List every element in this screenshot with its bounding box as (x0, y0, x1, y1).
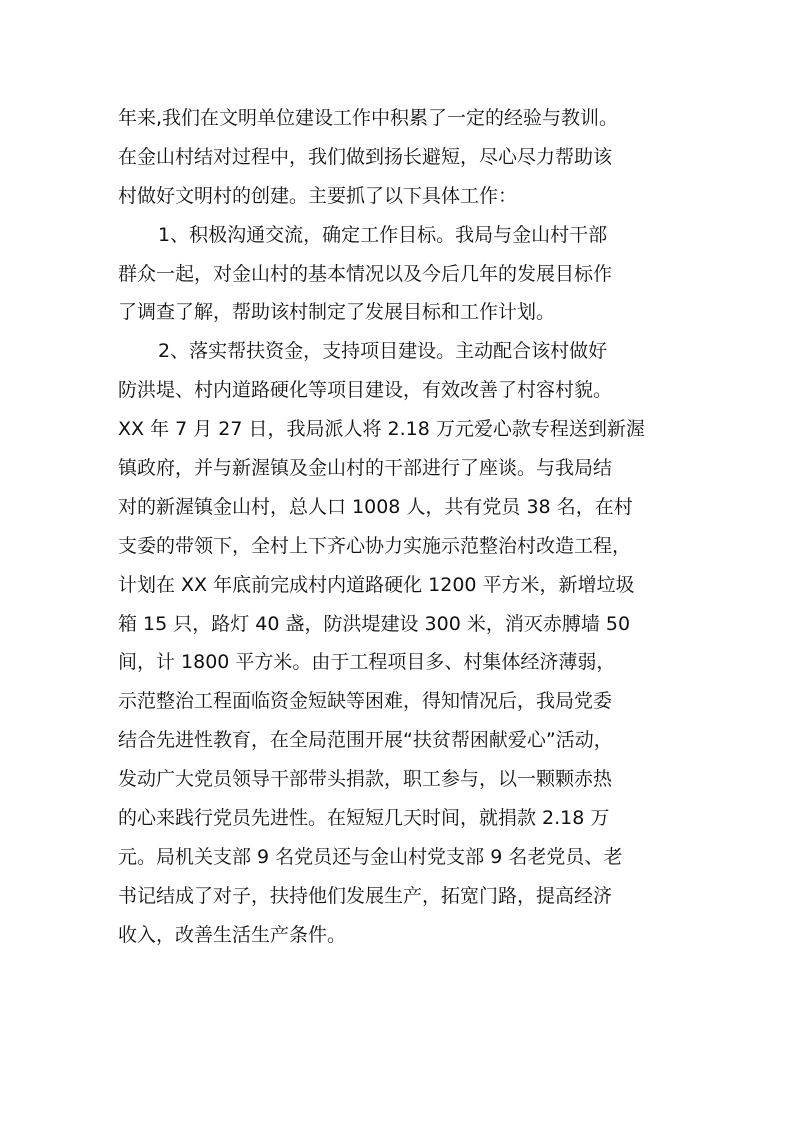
text-line: 对的新渥镇金山村，总人口 1008 人，共有党员 38 名，在村 (118, 495, 633, 518)
text-line: 村做好文明村的创建。主要抓了以下具体工作： (118, 184, 518, 207)
text-line: 在金山村结对过程中，我们做到扬长避短，尽心尽力帮助该 (118, 145, 613, 168)
text-line: 书记结成了对子，扶持他们发展生产，拓宽门路，提高经济 (118, 884, 613, 907)
text-line: XX 年 7 月 27 日，我局派人将 2.18 万元爱心款专程送到新渥 (118, 418, 645, 441)
text-line: 了调查了解，帮助该村制定了发展目标和工作计划。 (118, 301, 556, 324)
text-line: 计划在 XX 年底前完成村内道路硬化 1200 平方米，新增垃圾 (118, 573, 635, 596)
text-line: 箱 15 只，路灯 40 盏，防洪堤建设 300 米，消灭赤膊墙 50 (118, 612, 631, 635)
text-line: 防洪堤、村内道路硬化等项目建设，有效改善了村容村貌。 (118, 379, 613, 402)
text-line: 示范整治工程面临资金短缺等困难，得知情况后，我局党委 (118, 690, 613, 713)
text-line: 间，计 1800 平方米。由于工程项目多、村集体经济薄弱， (118, 651, 616, 674)
text-line: 支委的带领下，全村上下齐心协力实施示范整治村改造工程， (118, 534, 632, 557)
text-line: 的心来践行党员先进性。在短短几天时间，就捐款 2.18 万 (118, 807, 610, 830)
text-line: 发动广大党员领导干部带头捐款，职工参与，以一颗颗赤热 (118, 768, 613, 791)
text-line: 镇政府，并与新渥镇及金山村的干部进行了座谈。与我局结 (118, 457, 613, 480)
paragraph-start-line: 2、落实帮扶资金，支持项目建设。主动配合该村做好 (158, 340, 608, 363)
text-line: 年来,我们在文明单位建设工作中积累了一定的经验与教训。 (118, 107, 619, 129)
text-line: 收入，改善生活生产条件。 (118, 923, 347, 946)
text-line: 元。局机关支部 9 名党员还与金山村党支部 9 名老党员、老 (118, 845, 623, 868)
text-line: 结合先进性教育，在全局范围开展“扶贫帮困献爱心”活动， (118, 729, 613, 752)
paragraph-start-line: 1、积极沟通交流，确定工作目标。我局与金山村干部 (158, 223, 608, 246)
body-text (118, 99, 698, 955)
text-line: 群众一起，对金山村的基本情况以及今后几年的发展目标作 (118, 262, 613, 285)
